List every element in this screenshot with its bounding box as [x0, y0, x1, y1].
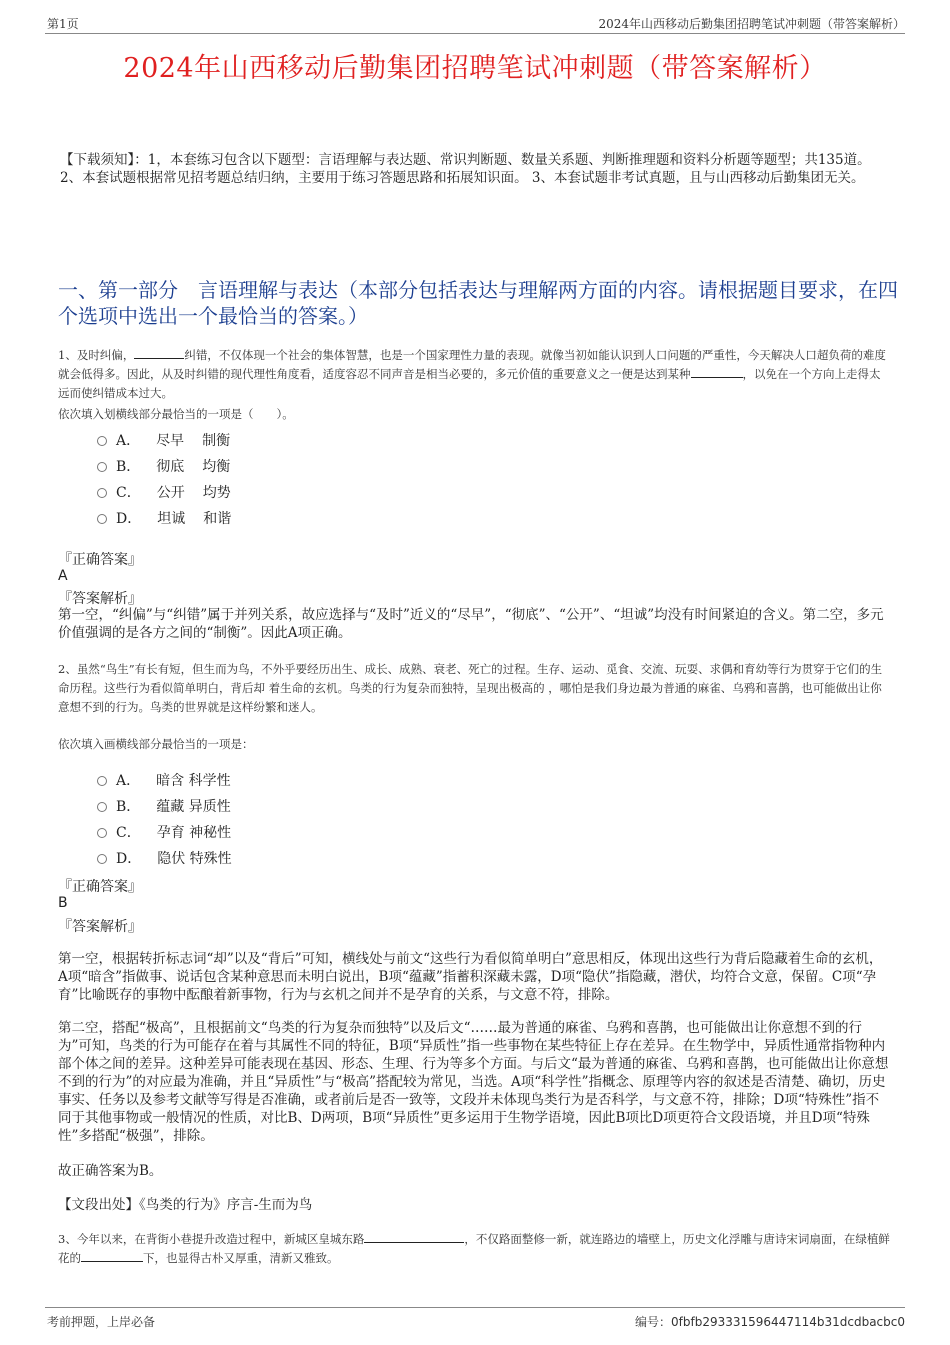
download-notice: 【下载须知】：1，本套练习包含以下题型：言语理解与表达题、常识判断题、数量关系题、判断推理题和资料分析题等题型；共135道。 2、本套试题根据常见招考题总结归纳，主要用于练习答题思路和拓展知识面。 3、本套试题非考试真题，且与山西移动后勤集团无关。	[60, 152, 871, 186]
header-doc-title: 2024年山西移动后勤集团招聘笔试冲刺题（带答案解析）	[598, 17, 905, 31]
analysis-text: 第一空，根据转折标志词“却”以及“背后”可知，横线处与前文“这些行为看似简单明白”意思相反，体现出这些行为背后隐藏着生命的玄机，A项“暗含”指做事、说话包含某种意思而未明白说出，B项“蕴藏”指蓄积深藏未露，D项“隐伏”指隐藏，潜伏，均符合文意，保留。C项“孕育”比喻既存的事物中酝酿着新事物，行为与玄机之间并不是孕育的关系，与文意不符，排除。	[58, 951, 883, 1003]
answer-tag: 『正确答案』	[58, 552, 142, 568]
blank-line	[81, 1249, 143, 1262]
conclusion-text: 故正确答案为B。	[58, 1163, 163, 1179]
header-divider	[45, 33, 905, 34]
radio-icon[interactable]	[97, 854, 107, 864]
page-number: 第1页	[47, 17, 79, 31]
option-b[interactable]: B． 蕴藏 异质性	[97, 796, 231, 816]
footer-slogan: 考前押题，上岸必备	[47, 1315, 156, 1329]
analysis-tag: 『答案解析』	[58, 919, 142, 935]
option-d[interactable]: D． 坦诚 和谐	[97, 508, 231, 528]
source-text: 【文段出处】《鸟类的行为》序言-生而为鸟	[58, 1197, 313, 1213]
document-title: 2024年山西移动后勤集团招聘笔试冲刺题（带答案解析）	[123, 53, 827, 84]
analysis-text: 第一空，“纠偏”与“纠错”属于并列关系，故应选择与“及时”近义的“尽早”，“彻底”、“公开”、“坦诚”均没有时间紧迫的含义。第二空，多元价值强调的是各方之间的“制衡”。因此A项正确。	[58, 607, 884, 641]
analysis-text: 第二空，搭配“极高”，且根据前文“鸟类的行为复杂而独特”以及后文“……最为普通的麻雀、乌鸦和喜鹊，也可能做出让你意想不到的行为”可知，鸟类的行为可能存在着与其属性不同的特征，B项“异质性”指一些事物在某些特征上存在差异。在生物学中，异质性通常指物种内部个体之间的差异。这种差异可能表现在基因、形态、生理、行为等多个方面。与后文“最为普通的麻雀、乌鸦和喜鹊，也可能做出让你意想不到的行为”的对应最为准确，并且“异质性”与“极高”搭配较为常见，当选。A项“科学性”指概念、原理等内容的叙述是否清楚、确切，历史事实、任务以及参考文献等写得是否准确，或者前后是否一致等，文段并未体现鸟类行为是否科学，与文意不符，排除；D项“特殊性”指不同于其他事物或一般情况的性质，对比B、D两项，B项“异质性”更多运用于生物学语境，因此B项比D项更符合文段语境，并且D项“特殊性”多搭配“极强”，排除。	[58, 1020, 889, 1144]
question-3-text: 3、今年以来，在背街小巷提升改造过程中，新城区皇城东路 ，不仅路面整修一新，就连路边的墙壁上，历史文化浮雕与唐诗宋词扇面，在绿植鲜花的 下，也显得古朴又厚重，清新又雅致。	[58, 1232, 890, 1265]
radio-icon[interactable]	[97, 802, 107, 812]
section-heading: 一、第一部分 言语理解与表达（本部分包括表达与理解两方面的内容。请根据题目要求，在四个选项中选出一个最恰当的答案。）	[58, 278, 898, 328]
radio-icon[interactable]	[97, 462, 107, 472]
option-c[interactable]: C． 孕育 神秘性	[97, 822, 231, 842]
option-b[interactable]: B． 彻底 均衡	[97, 456, 230, 476]
option-c[interactable]: C． 公开 均势	[97, 482, 231, 502]
radio-icon[interactable]	[97, 488, 107, 498]
option-a[interactable]: A． 尽早 制衡	[97, 430, 230, 450]
blank-line	[364, 1230, 464, 1243]
option-d[interactable]: D． 隐伏 特殊性	[97, 848, 232, 868]
option-a[interactable]: A． 暗含 科学性	[97, 770, 231, 790]
radio-icon[interactable]	[97, 436, 107, 446]
radio-icon[interactable]	[97, 776, 107, 786]
question-2-text: 2、虽然“鸟生”有长有短，但生而为鸟，不外乎要经历出生、成长、成熟、衰老、死亡的过程。生存、运动、觅食、交流、玩耍、求偶和育幼等行为贯穿于它们的生命历程。这些行为看似简单明白，背后却 着生命的玄机。鸟类的行为复杂而独特，呈现出极高的 ，哪怕是我们身边最为普通的麻雀、乌鸦和喜鹊，也可能做出让你意想不到的行为。鸟类的世界就是这样纷繁和迷人。	[58, 662, 883, 714]
footer-code: 编号：0fbfb293331596447114b31dcdbacbc0	[635, 1315, 905, 1329]
answer-value: A	[58, 568, 68, 584]
analysis-tag: 『答案解析』	[58, 591, 142, 607]
question-2-prompt: 依次填入画横线部分最恰当的一项是：	[58, 737, 254, 751]
blank-line	[134, 346, 184, 359]
radio-icon[interactable]	[97, 828, 107, 838]
answer-value: B	[58, 895, 68, 911]
radio-icon[interactable]	[97, 514, 107, 524]
question-1-prompt: 依次填入划横线部分最恰当的一项是（ ）。	[58, 407, 294, 421]
question-1-text: 1、及时纠偏， 纠错，不仅体现一个社会的集体智慧，也是一个国家理性力量的表现。就像当初如能认识到人口问题的严重性，今天解决人口超负荷的难度就会低得多。因此，从及时纠错的现代理性角度看，适度容忍不同声音是相当必要的，多元价值的重要意义之一便是达到某种 ，以免在一个方向上走得太远而使纠错成本过大。	[58, 348, 886, 400]
blank-line	[691, 365, 743, 378]
footer-divider	[45, 1307, 905, 1308]
answer-tag: 『正确答案』	[58, 879, 142, 895]
